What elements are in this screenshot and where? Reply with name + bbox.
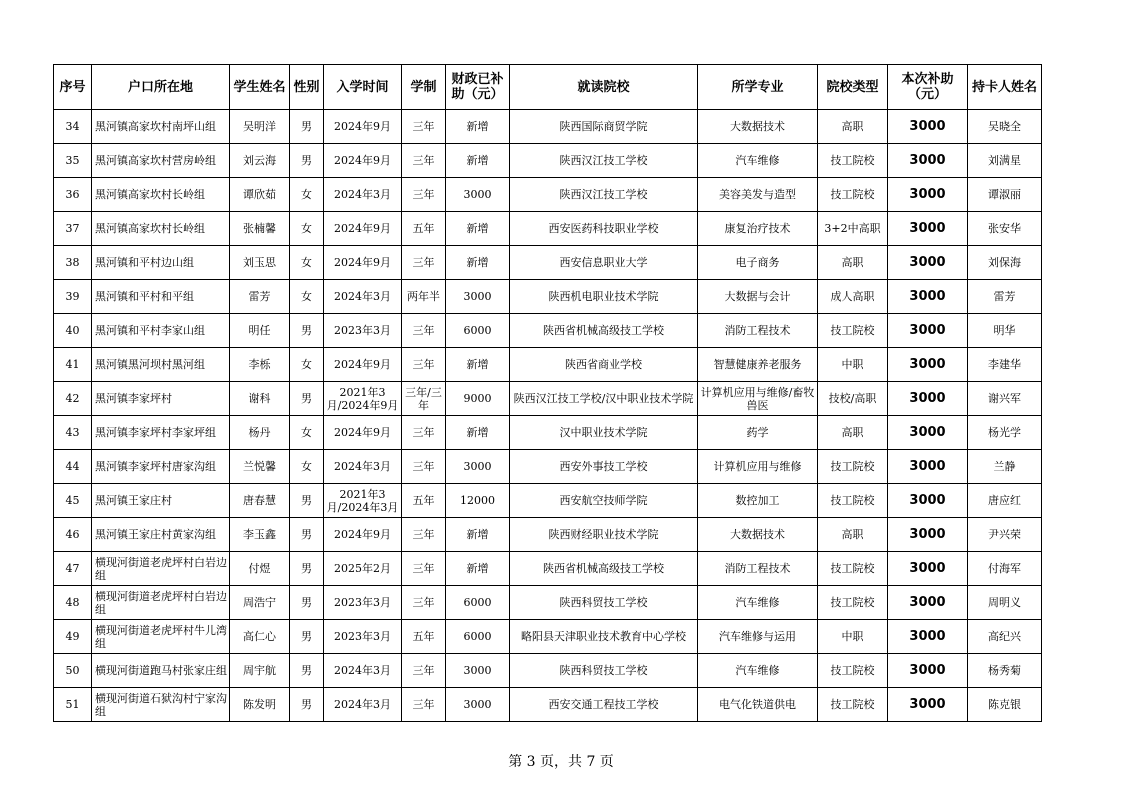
table-row <box>54 620 1042 654</box>
school-type-cell: 高职 <box>818 416 888 450</box>
prior-subsidy-cell: 3000 <box>446 688 510 722</box>
major-cell: 美容美发与造型 <box>698 178 818 212</box>
gender-cell: 男 <box>290 382 324 416</box>
amount-cell: 3000 <box>888 382 968 416</box>
student-name-cell: 李玉鑫 <box>230 518 290 552</box>
enroll-date-cell: 2024年9月 <box>324 110 402 144</box>
address-cell: 黑河镇和平村边山组 <box>92 246 230 280</box>
enroll-date-cell: 2021年3月/2024年9月 <box>324 382 402 416</box>
amount-cell: 3000 <box>888 178 968 212</box>
school-type-cell: 高职 <box>818 110 888 144</box>
school-cell: 陕西省商业学校 <box>510 348 698 382</box>
row-number-cell: 35 <box>54 144 92 178</box>
table-row <box>54 246 1042 280</box>
table-row <box>54 382 1042 416</box>
address-cell: 黑河镇王家庄村黄家沟组 <box>92 518 230 552</box>
address-cell: 黑河镇李家坪村李家坪组 <box>92 416 230 450</box>
gender-cell: 女 <box>290 450 324 484</box>
row-number-cell: 43 <box>54 416 92 450</box>
major-cell: 大数据技术 <box>698 518 818 552</box>
school-type-cell: 技工院校 <box>818 654 888 688</box>
column-header-major: 所学专业 <box>698 65 818 110</box>
student-name-cell: 李栎 <box>230 348 290 382</box>
student-name-cell: 兰悦馨 <box>230 450 290 484</box>
duration-cell: 三年 <box>402 246 446 280</box>
duration-cell: 三年 <box>402 688 446 722</box>
prior-subsidy-cell: 6000 <box>446 314 510 348</box>
cardholder-cell: 吴晓全 <box>968 110 1042 144</box>
amount-cell: 3000 <box>888 620 968 654</box>
duration-cell: 三年 <box>402 552 446 586</box>
student-name-cell: 周浩宁 <box>230 586 290 620</box>
amount-cell: 3000 <box>888 280 968 314</box>
amount-cell: 3000 <box>888 246 968 280</box>
school-cell: 略阳县天津职业技术教育中心学校 <box>510 620 698 654</box>
column-header-amount: 本次补助（元） <box>888 65 968 110</box>
duration-cell: 三年 <box>402 586 446 620</box>
gender-cell: 男 <box>290 654 324 688</box>
gender-cell: 男 <box>290 314 324 348</box>
major-cell: 消防工程技术 <box>698 314 818 348</box>
school-type-cell: 中职 <box>818 620 888 654</box>
major-cell: 药学 <box>698 416 818 450</box>
row-number-cell: 36 <box>54 178 92 212</box>
row-number-cell: 48 <box>54 586 92 620</box>
school-type-cell: 3+2中高职 <box>818 212 888 246</box>
address-cell: 横现河街道老虎坪村白岩边组 <box>92 586 230 620</box>
major-cell: 汽车维修 <box>698 654 818 688</box>
address-cell: 黑河镇和平村李家山组 <box>92 314 230 348</box>
table-row <box>54 416 1042 450</box>
duration-cell: 三年 <box>402 144 446 178</box>
gender-cell: 男 <box>290 688 324 722</box>
column-header-school: 就读院校 <box>510 65 698 110</box>
duration-cell: 三年/三年 <box>402 382 446 416</box>
prior-subsidy-cell: 3000 <box>446 654 510 688</box>
duration-cell: 五年 <box>402 212 446 246</box>
address-cell: 黑河镇高家坎村营房岭组 <box>92 144 230 178</box>
address-cell: 黑河镇王家庄村 <box>92 484 230 518</box>
cardholder-cell: 谭淑丽 <box>968 178 1042 212</box>
address-cell: 横现河街道老虎坪村白岩边组 <box>92 552 230 586</box>
school-type-cell: 技工院校 <box>818 552 888 586</box>
school-cell: 陕西科贸技工学校 <box>510 654 698 688</box>
table-row <box>54 484 1042 518</box>
prior-subsidy-cell: 新增 <box>446 144 510 178</box>
address-cell: 横现河街道石狱沟村宁家沟组 <box>92 688 230 722</box>
school-cell: 西安医药科技职业学校 <box>510 212 698 246</box>
cardholder-cell: 李建华 <box>968 348 1042 382</box>
table-row <box>54 144 1042 178</box>
amount-cell: 3000 <box>888 484 968 518</box>
cardholder-cell: 兰静 <box>968 450 1042 484</box>
enroll-date-cell: 2023年3月 <box>324 314 402 348</box>
row-number-cell: 49 <box>54 620 92 654</box>
column-header-cardholder: 持卡人姓名 <box>968 65 1042 110</box>
table-row <box>54 654 1042 688</box>
row-number-cell: 34 <box>54 110 92 144</box>
enroll-date-cell: 2024年3月 <box>324 654 402 688</box>
duration-cell: 三年 <box>402 654 446 688</box>
row-number-cell: 39 <box>54 280 92 314</box>
table-body <box>54 110 1042 722</box>
enroll-date-cell: 2024年9月 <box>324 144 402 178</box>
row-number-cell: 40 <box>54 314 92 348</box>
column-header-duration: 学制 <box>402 65 446 110</box>
major-cell: 计算机应用与维修/畜牧兽医 <box>698 382 818 416</box>
page-number: 第 3 页，共 7 页 <box>508 754 614 770</box>
prior-subsidy-cell: 12000 <box>446 484 510 518</box>
school-type-cell: 技工院校 <box>818 178 888 212</box>
amount-cell: 3000 <box>888 688 968 722</box>
enroll-date-cell: 2021年3月/2024年3月 <box>324 484 402 518</box>
address-cell: 黑河镇高家坎村长岭组 <box>92 178 230 212</box>
gender-cell: 男 <box>290 110 324 144</box>
cardholder-cell: 明华 <box>968 314 1042 348</box>
column-header-gender: 性别 <box>290 65 324 110</box>
address-cell: 黑河镇黑河坝村黑河组 <box>92 348 230 382</box>
student-name-cell: 明任 <box>230 314 290 348</box>
table-row <box>54 178 1042 212</box>
column-header-enroll-date: 入学时间 <box>324 65 402 110</box>
gender-cell: 女 <box>290 212 324 246</box>
address-cell: 黑河镇和平村和平组 <box>92 280 230 314</box>
amount-cell: 3000 <box>888 348 968 382</box>
duration-cell: 三年 <box>402 348 446 382</box>
student-name-cell: 刘云海 <box>230 144 290 178</box>
table-row <box>54 518 1042 552</box>
duration-cell: 三年 <box>402 450 446 484</box>
gender-cell: 男 <box>290 552 324 586</box>
duration-cell: 五年 <box>402 620 446 654</box>
student-name-cell: 雷芳 <box>230 280 290 314</box>
cardholder-cell: 付海军 <box>968 552 1042 586</box>
school-cell: 陕西财经职业技术学院 <box>510 518 698 552</box>
prior-subsidy-cell: 6000 <box>446 586 510 620</box>
table-row <box>54 450 1042 484</box>
cardholder-cell: 尹兴荣 <box>968 518 1042 552</box>
prior-subsidy-cell: 新增 <box>446 518 510 552</box>
prior-subsidy-cell: 3000 <box>446 178 510 212</box>
row-number-cell: 50 <box>54 654 92 688</box>
amount-cell: 3000 <box>888 586 968 620</box>
school-cell: 西安航空技师学院 <box>510 484 698 518</box>
amount-cell: 3000 <box>888 552 968 586</box>
cardholder-cell: 杨秀菊 <box>968 654 1042 688</box>
school-type-cell: 技工院校 <box>818 144 888 178</box>
table-row <box>54 688 1042 722</box>
school-cell: 陕西科贸技工学校 <box>510 586 698 620</box>
duration-cell: 三年 <box>402 178 446 212</box>
school-type-cell: 技工院校 <box>818 314 888 348</box>
prior-subsidy-cell: 新增 <box>446 416 510 450</box>
row-number-cell: 38 <box>54 246 92 280</box>
prior-subsidy-cell: 新增 <box>446 246 510 280</box>
school-type-cell: 技工院校 <box>818 586 888 620</box>
enroll-date-cell: 2024年3月 <box>324 450 402 484</box>
student-name-cell: 付煜 <box>230 552 290 586</box>
enroll-date-cell: 2023年3月 <box>324 586 402 620</box>
row-number-cell: 42 <box>54 382 92 416</box>
cardholder-cell: 雷芳 <box>968 280 1042 314</box>
amount-cell: 3000 <box>888 416 968 450</box>
amount-cell: 3000 <box>888 212 968 246</box>
duration-cell: 三年 <box>402 518 446 552</box>
gender-cell: 男 <box>290 484 324 518</box>
enroll-date-cell: 2024年3月 <box>324 688 402 722</box>
prior-subsidy-cell: 9000 <box>446 382 510 416</box>
cardholder-cell: 刘保海 <box>968 246 1042 280</box>
address-cell: 黑河镇李家坪村唐家沟组 <box>92 450 230 484</box>
school-cell: 汉中职业技术学院 <box>510 416 698 450</box>
school-cell: 西安交通工程技工学校 <box>510 688 698 722</box>
school-type-cell: 中职 <box>818 348 888 382</box>
row-number-cell: 51 <box>54 688 92 722</box>
address-cell: 黑河镇高家坎村南坪山组 <box>92 110 230 144</box>
school-cell: 陕西省机械高级技工学校 <box>510 314 698 348</box>
amount-cell: 3000 <box>888 314 968 348</box>
school-cell: 陕西国际商贸学院 <box>510 110 698 144</box>
gender-cell: 男 <box>290 620 324 654</box>
cardholder-cell: 刘满星 <box>968 144 1042 178</box>
school-type-cell: 高职 <box>818 246 888 280</box>
cardholder-cell: 高纪兴 <box>968 620 1042 654</box>
row-number-cell: 41 <box>54 348 92 382</box>
student-name-cell: 周宇航 <box>230 654 290 688</box>
table-header-row <box>54 65 1042 110</box>
column-header-prior-subsidy: 财政已补助（元） <box>446 65 510 110</box>
prior-subsidy-cell: 3000 <box>446 280 510 314</box>
amount-cell: 3000 <box>888 654 968 688</box>
amount-cell: 3000 <box>888 518 968 552</box>
prior-subsidy-cell: 新增 <box>446 552 510 586</box>
table-row <box>54 552 1042 586</box>
prior-subsidy-cell: 新增 <box>446 110 510 144</box>
prior-subsidy-cell: 6000 <box>446 620 510 654</box>
student-name-cell: 刘玉思 <box>230 246 290 280</box>
gender-cell: 女 <box>290 178 324 212</box>
enroll-date-cell: 2024年9月 <box>324 212 402 246</box>
gender-cell: 男 <box>290 586 324 620</box>
student-name-cell: 陈发明 <box>230 688 290 722</box>
cardholder-cell: 杨光学 <box>968 416 1042 450</box>
school-type-cell: 技工院校 <box>818 484 888 518</box>
school-cell: 陕西机电职业技术学院 <box>510 280 698 314</box>
amount-cell: 3000 <box>888 110 968 144</box>
major-cell: 电气化铁道供电 <box>698 688 818 722</box>
enroll-date-cell: 2024年3月 <box>324 178 402 212</box>
cardholder-cell: 周明义 <box>968 586 1042 620</box>
school-cell: 西安外事技工学校 <box>510 450 698 484</box>
school-type-cell: 技工院校 <box>818 688 888 722</box>
row-number-cell: 47 <box>54 552 92 586</box>
cardholder-cell: 唐应红 <box>968 484 1042 518</box>
table-row <box>54 280 1042 314</box>
major-cell: 汽车维修 <box>698 144 818 178</box>
address-cell: 黑河镇李家坪村 <box>92 382 230 416</box>
address-cell: 黑河镇高家坎村长岭组 <box>92 212 230 246</box>
table-row <box>54 110 1042 144</box>
gender-cell: 女 <box>290 246 324 280</box>
student-name-cell: 吴明洋 <box>230 110 290 144</box>
duration-cell: 五年 <box>402 484 446 518</box>
major-cell: 智慧健康养老服务 <box>698 348 818 382</box>
cardholder-cell: 张安华 <box>968 212 1042 246</box>
major-cell: 电子商务 <box>698 246 818 280</box>
prior-subsidy-cell: 3000 <box>446 450 510 484</box>
column-header-student-name: 学生姓名 <box>230 65 290 110</box>
cardholder-cell: 陈克银 <box>968 688 1042 722</box>
student-name-cell: 杨丹 <box>230 416 290 450</box>
gender-cell: 男 <box>290 144 324 178</box>
amount-cell: 3000 <box>888 144 968 178</box>
cardholder-cell: 谢兴军 <box>968 382 1042 416</box>
enroll-date-cell: 2024年9月 <box>324 518 402 552</box>
student-name-cell: 张楠馨 <box>230 212 290 246</box>
enroll-date-cell: 2024年9月 <box>324 348 402 382</box>
school-cell: 陕西汉江技工学校 <box>510 178 698 212</box>
address-cell: 横现河街道跑马村张家庄组 <box>92 654 230 688</box>
table-row <box>54 212 1042 246</box>
major-cell: 大数据技术 <box>698 110 818 144</box>
gender-cell: 女 <box>290 348 324 382</box>
student-name-cell: 谭欣茹 <box>230 178 290 212</box>
amount-cell: 3000 <box>888 450 968 484</box>
row-number-cell: 37 <box>54 212 92 246</box>
enroll-date-cell: 2024年9月 <box>324 246 402 280</box>
major-cell: 汽车维修与运用 <box>698 620 818 654</box>
table-row <box>54 348 1042 382</box>
prior-subsidy-cell: 新增 <box>446 348 510 382</box>
address-cell: 横现河街道老虎坪村牛儿湾组 <box>92 620 230 654</box>
column-header-row-number: 序号 <box>54 65 92 110</box>
student-name-cell: 谢科 <box>230 382 290 416</box>
column-header-school-type: 院校类型 <box>818 65 888 110</box>
school-type-cell: 技校/高职 <box>818 382 888 416</box>
enroll-date-cell: 2023年3月 <box>324 620 402 654</box>
school-type-cell: 成人高职 <box>818 280 888 314</box>
enroll-date-cell: 2024年3月 <box>324 280 402 314</box>
gender-cell: 女 <box>290 416 324 450</box>
row-number-cell: 46 <box>54 518 92 552</box>
table-row <box>54 586 1042 620</box>
school-cell: 陕西汉江技工学校 <box>510 144 698 178</box>
prior-subsidy-cell: 新增 <box>446 212 510 246</box>
major-cell: 大数据与会计 <box>698 280 818 314</box>
duration-cell: 三年 <box>402 110 446 144</box>
student-name-cell: 高仁心 <box>230 620 290 654</box>
row-number-cell: 45 <box>54 484 92 518</box>
major-cell: 计算机应用与维修 <box>698 450 818 484</box>
major-cell: 康复治疗技术 <box>698 212 818 246</box>
school-cell: 西安信息职业大学 <box>510 246 698 280</box>
school-type-cell: 高职 <box>818 518 888 552</box>
major-cell: 消防工程技术 <box>698 552 818 586</box>
enroll-date-cell: 2025年2月 <box>324 552 402 586</box>
duration-cell: 三年 <box>402 416 446 450</box>
duration-cell: 三年 <box>402 314 446 348</box>
school-type-cell: 技工院校 <box>818 450 888 484</box>
school-cell: 陕西省机械高级技工学校 <box>510 552 698 586</box>
table-row <box>54 314 1042 348</box>
major-cell: 数控加工 <box>698 484 818 518</box>
enroll-date-cell: 2024年9月 <box>324 416 402 450</box>
gender-cell: 男 <box>290 518 324 552</box>
duration-cell: 两年半 <box>402 280 446 314</box>
subsidy-table <box>53 64 1042 722</box>
column-header-address: 户口所在地 <box>92 65 230 110</box>
row-number-cell: 44 <box>54 450 92 484</box>
major-cell: 汽车维修 <box>698 586 818 620</box>
school-cell: 陕西汉江技工学校/汉中职业技术学院 <box>510 382 698 416</box>
student-name-cell: 唐春慧 <box>230 484 290 518</box>
gender-cell: 女 <box>290 280 324 314</box>
